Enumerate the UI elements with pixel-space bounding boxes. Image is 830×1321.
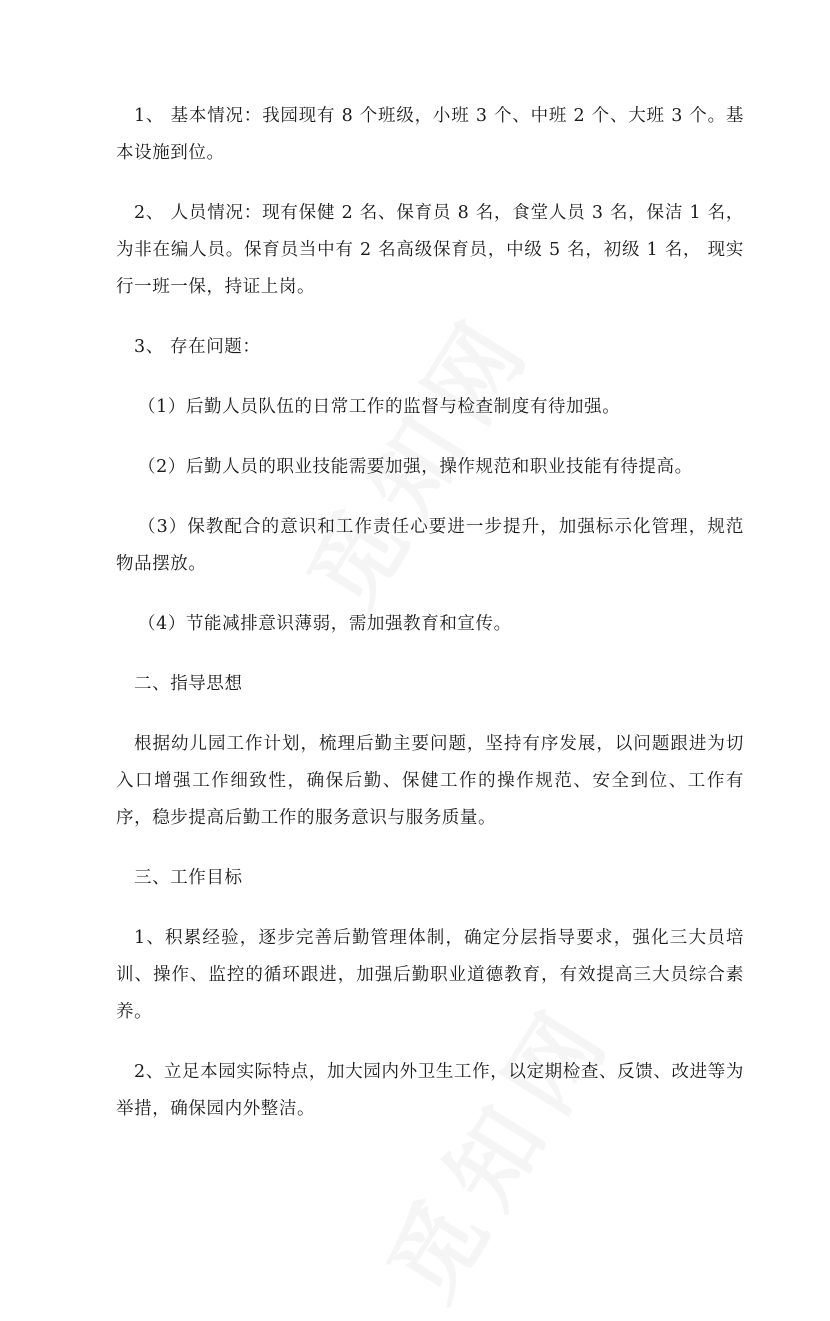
work-goal-1: 1、积累经验，逐步完善后勤管理体制，确定分层指导要求，强化三大员培训、操作、监控的循环跟进，加强后勤职业道德教育，有效提高三大员综合素养。 — [116, 928, 744, 1022]
problem-item-2: （2）后勤人员的职业技能需要加强，操作规范和职业技能有待提高。 — [138, 457, 693, 477]
section-heading-guiding-ideology: 二、指导思想 — [134, 674, 243, 694]
problem-item-3: （3）保教配合的意识和工作责任心要进一步提升，加强标示化管理，规范物品摆放。 — [116, 517, 744, 574]
paragraph-basic-situation: 1、 基本情况：我园现有 8 个班级，小班 3 个、中班 2 个、大班 3 个。基本设施到位。 — [116, 106, 744, 163]
paragraph-guiding-ideology: 根据幼儿园工作计划，梳理后勤主要问题，坚持有序发展，以问题跟进为切入口增强工作细致性，确保后勤、保健工作的操作规范、安全到位、工作有序，稳步提高后勤工作的服务意识与服务质量。 — [116, 734, 744, 828]
section-heading-work-goals: 三、工作目标 — [134, 868, 243, 888]
paragraph-existing-problems: 3、 存在问题： — [134, 337, 261, 357]
paragraph-staff-situation: 2、 人员情况：现有保健 2 名、保育员 8 名，食堂人员 3 名，保洁 1 名，为非在编人员。保育员当中有 2 名高级保育员，中级 5 名，初级 1 名， 现实行一班一保，持证上岗。 — [116, 203, 744, 297]
work-goal-2: 2、立足本园实际特点，加大园内外卫生工作，以定期检查、反馈、改进等为举措，确保园内外整洁。 — [116, 1062, 744, 1119]
problem-item-1: （1）后勤人员队伍的日常工作的监督与检查制度有待加强。 — [138, 397, 621, 417]
problem-item-4: （4）节能减排意识薄弱，需加强教育和宣传。 — [138, 614, 512, 634]
document-body — [116, 98, 744, 1151]
